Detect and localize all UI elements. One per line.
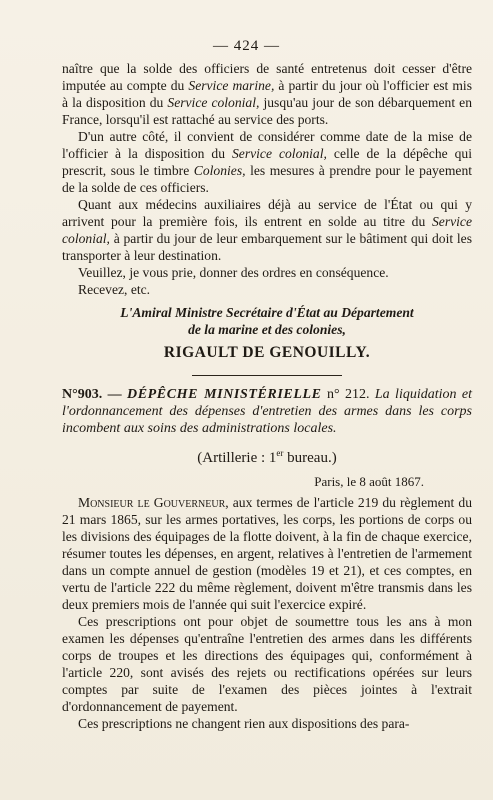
- emphasis: Service colonial,: [167, 95, 260, 110]
- signature-title-line-1: L'Amiral Ministre Secrétaire d'État au Département: [120, 305, 414, 320]
- text: jusqu'au jour de son débarquement en France, lorsqu'il est rattaché au service des ports.: [62, 95, 472, 127]
- document-body: [62, 60, 472, 732]
- dispatch-title: DÉPÊCHE MINISTÉRIELLE: [127, 387, 322, 402]
- dispatch-number: N°903. —: [62, 387, 122, 402]
- signature-block: [62, 304, 472, 361]
- subheading-tail: bureau.): [283, 450, 337, 466]
- paragraph-2: [62, 128, 472, 196]
- salutation: Monsieur le Gouverneur,: [78, 495, 229, 510]
- text: naître que la solde des officiers de santé entretenus doit cesser d'être imputée au compte du: [62, 61, 472, 93]
- emphasis: Service marine,: [188, 78, 275, 93]
- dispatch-heading: [62, 386, 472, 437]
- paragraph-1: [62, 60, 472, 128]
- signature-title-line-2: de la marine et des colonies,: [188, 322, 346, 337]
- dispatch-ref: n° 212.: [326, 387, 370, 402]
- text: celle de la dépêche qui prescrit, sous le timbre: [62, 146, 472, 178]
- text: D'un autre côté, il convient de considérer comme date de la mise de l'officier à la disposition du: [62, 129, 472, 161]
- letter-paragraph-3: Ces prescriptions ne changent rien aux dispositions des para-: [78, 716, 410, 731]
- text: à partir du jour où l'officier est mis à la disposition du: [62, 78, 472, 110]
- dateline: Paris, le 8 août 1867.: [314, 474, 424, 489]
- signature-name: RIGAULT DE GENOUILLY.: [163, 344, 371, 361]
- text: les mesures à prendre pour le payement de la solde de ces officiers.: [62, 163, 473, 195]
- letter-paragraph-2: Ces prescriptions ont pour objet de soumettre tous les ans à mon examen les dépenses qu'entraîne l'entretien des armes dans les différents corps de troupes et les directions des équipages qui, conformément à l'article 220, sont avisés des rejets ou rectifications opérées sur leurs comptes par suite de l'examen des pièces jointes à l'extrait d'ordonnancement de payement.: [62, 614, 472, 714]
- emphasis: Service colonial,: [231, 146, 327, 161]
- dispatch-subject: La liquidation et l'ordonnancement des dépenses d'entretien des armes dans les corps incombent aux soins des administrations locales.: [62, 387, 472, 436]
- letter-paragraph-1: [62, 494, 472, 613]
- text: à partir du jour de leur embarquement sur le bâtiment qui doit les transporter à leur destination.: [62, 231, 472, 263]
- emphasis: Colonies,: [193, 163, 246, 178]
- paragraph-4: Veuillez, je vous prie, donner des ordres en conséquence.: [78, 265, 389, 280]
- section-subheading: [62, 445, 472, 467]
- page-number: — 424 —: [213, 38, 280, 54]
- divider: [192, 375, 342, 376]
- subheading-sup: er: [276, 448, 284, 458]
- paragraph-5: Recevez, etc.: [78, 282, 151, 297]
- paragraph-3: [62, 196, 472, 264]
- text: aux termes de l'article 219 du règlement du 21 mars 1865, sur les armes portatives, les corps, les portions de corps ou les divisions des équipages de la flotte doivent, à la fin de chaque exercice, résumer toutes les dépenses, en argent, relatives à l'entretien de l'armement dans un compte annuel de gestion (modèles 19 et 21), et ces comptes, en vertu de l'article 222 du même règlement, doivent m'être transmis dans les deux premiers mois de l'année qui suit l'exercice expiré.: [62, 495, 472, 612]
- emphasis: Service colonial,: [62, 214, 472, 246]
- text: Quant aux médecins auxiliaires déjà au service de l'État ou qui y arrivent pour la première fois, ils entrent en solde au titre du: [62, 197, 472, 229]
- subheading-text: (Artillerie : 1: [197, 450, 277, 466]
